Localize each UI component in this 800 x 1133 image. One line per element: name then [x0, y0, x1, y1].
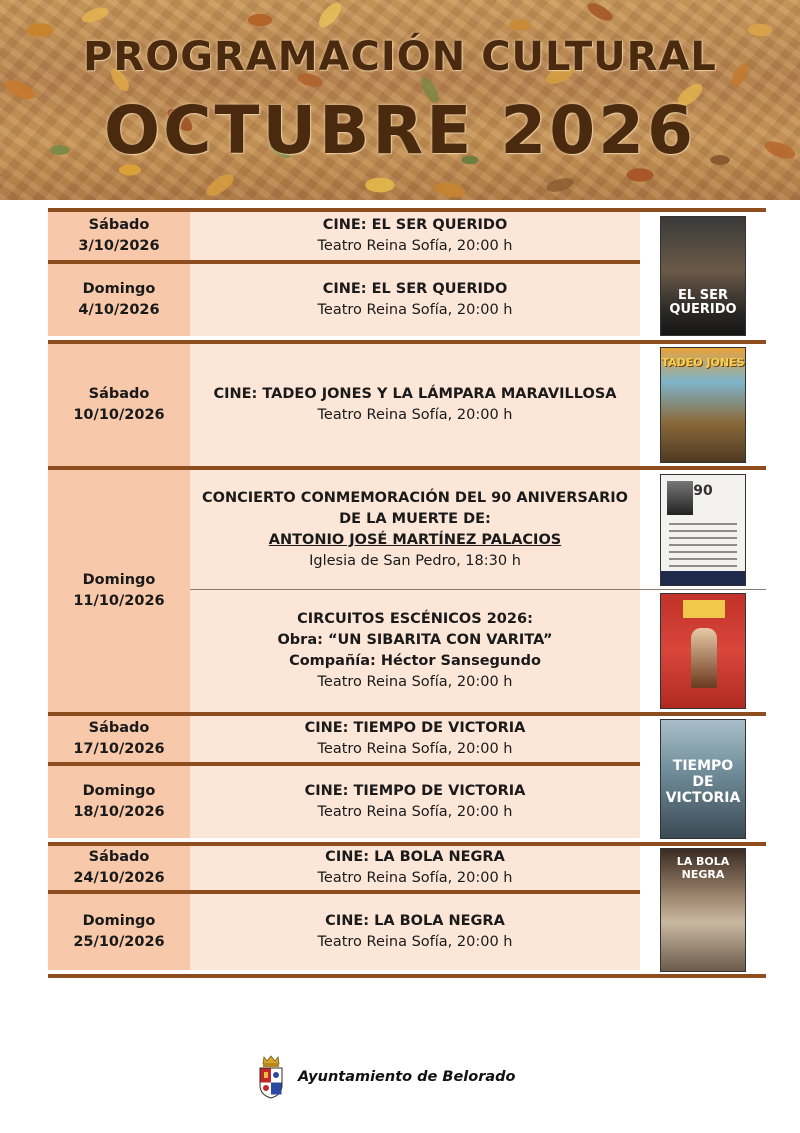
schedule-row — [48, 260, 640, 336]
event-honoree: ANTONIO JOSÉ MARTÍNEZ PALACIOS — [268, 531, 562, 548]
poster-concierto — [660, 474, 746, 586]
day-name: Domingo — [82, 281, 156, 297]
event-title: CINE: TADEO JONES Y LA LÁMPARA MARAVILLOSA — [213, 386, 617, 402]
title-programacion-cultural: PROGRAMACIÓN CULTURAL — [83, 34, 717, 80]
poster-tadeo-jones — [660, 347, 746, 463]
day-name: Domingo — [82, 572, 156, 588]
event-company: Compañía: Héctor Sansegundo — [289, 653, 541, 669]
coat-of-arms-icon — [258, 1055, 284, 1099]
poster-tiempo-de-victoria — [660, 719, 746, 839]
poster-title: LA BOLA NEGRA — [676, 855, 730, 881]
day-name: Domingo — [82, 913, 156, 929]
poster-column — [640, 344, 766, 466]
day-date: 24/10/2026 — [73, 870, 165, 886]
day-date: 11/10/2026 — [73, 593, 165, 609]
schedule-row — [48, 344, 640, 466]
schedule-block-el-ser-querido — [48, 208, 766, 340]
event-cell — [190, 212, 640, 260]
poster-title: 90 — [693, 482, 713, 499]
date-cell — [48, 264, 190, 336]
event-title: CONCIERTO CONMEMORACIÓN DEL 90 ANIVERSARIO — [201, 489, 628, 506]
event-place: Teatro Reina Sofía, 20:00 h — [317, 804, 513, 820]
event-title: CINE: TIEMPO DE VICTORIA — [304, 783, 526, 799]
date-cell — [48, 212, 190, 260]
date-cell — [48, 846, 190, 890]
date-cell — [48, 470, 190, 712]
event-cell — [190, 589, 640, 712]
day-name: Sábado — [88, 217, 150, 233]
footer — [258, 1052, 516, 1102]
schedule-block-la-bola-negra — [48, 842, 766, 978]
event-cell — [190, 470, 640, 589]
event-cell — [190, 264, 640, 336]
event-cell — [190, 716, 640, 762]
day-date: 4/10/2026 — [78, 302, 160, 318]
poster-title: TADEO JONES — [661, 356, 745, 369]
event-subtitle: DE LA MUERTE DE: — [339, 510, 491, 527]
event-play: Obra: “UN SIBARITA CON VARITA” — [277, 632, 553, 648]
poster-column — [640, 212, 766, 340]
poster-column — [640, 470, 766, 712]
event-title: CINE: LA BOLA NEGRA — [325, 913, 505, 929]
event-place: Teatro Reina Sofía, 20:00 h — [317, 238, 513, 254]
poster-title: TIEMPO DE VICTORIA — [665, 758, 741, 806]
date-cell — [48, 716, 190, 762]
day-name: Domingo — [82, 783, 156, 799]
footer-town-name: Ayuntamiento de Belorado — [298, 1069, 516, 1085]
event-cell — [190, 846, 640, 890]
poster-column — [640, 846, 766, 974]
poster-title: EL SER QUERIDO — [669, 288, 737, 317]
event-place: Iglesia de San Pedro, 18:30 h — [309, 552, 521, 569]
poster-la-bola-negra — [660, 848, 746, 972]
day-date: 3/10/2026 — [78, 238, 160, 254]
title-octubre-2026: OCTUBRE 2026 — [103, 92, 697, 169]
date-cell — [48, 766, 190, 838]
day-name: Sábado — [88, 849, 150, 865]
event-title: CINE: LA BOLA NEGRA — [325, 849, 505, 865]
performer-figure — [691, 628, 717, 688]
day-date: 18/10/2026 — [73, 804, 165, 820]
date-cell — [48, 894, 190, 970]
schedule-table — [48, 208, 766, 978]
schedule-row — [48, 846, 640, 890]
event-title: CINE: EL SER QUERIDO — [322, 281, 508, 297]
event-place: Teatro Reina Sofía, 20:00 h — [317, 934, 513, 950]
event-place: Teatro Reina Sofía, 20:00 h — [317, 741, 513, 757]
schedule-row — [48, 762, 640, 838]
schedule-block-tadeo-jones — [48, 340, 766, 466]
schedule-row — [48, 212, 640, 260]
event-title: CINE: TIEMPO DE VICTORIA — [304, 720, 526, 736]
schedule-block-tiempo-de-victoria — [48, 712, 766, 842]
event-place: Teatro Reina Sofía, 20:00 h — [317, 674, 513, 690]
schedule-row — [48, 890, 640, 970]
day-name: Sábado — [88, 720, 150, 736]
event-cell — [190, 766, 640, 838]
poster-sibarita — [660, 593, 746, 709]
day-date: 10/10/2026 — [73, 407, 165, 423]
event-place: Teatro Reina Sofía, 20:00 h — [317, 302, 513, 318]
event-cell — [190, 344, 640, 466]
day-date: 17/10/2026 — [73, 741, 165, 757]
event-place: Teatro Reina Sofía, 20:00 h — [317, 870, 513, 886]
schedule-row — [48, 716, 640, 762]
event-cell — [190, 894, 640, 970]
date-cell — [48, 344, 190, 466]
day-name: Sábado — [88, 386, 150, 402]
header-banner — [0, 0, 800, 200]
poster-column — [640, 716, 766, 842]
poster-el-ser-querido — [660, 216, 746, 336]
event-title: CINE: EL SER QUERIDO — [322, 217, 508, 233]
schedule-block-11-10 — [48, 466, 766, 712]
day-date: 25/10/2026 — [73, 934, 165, 950]
event-place: Teatro Reina Sofía, 20:00 h — [317, 407, 513, 423]
event-title: CIRCUITOS ESCÉNICOS 2026: — [297, 611, 533, 627]
